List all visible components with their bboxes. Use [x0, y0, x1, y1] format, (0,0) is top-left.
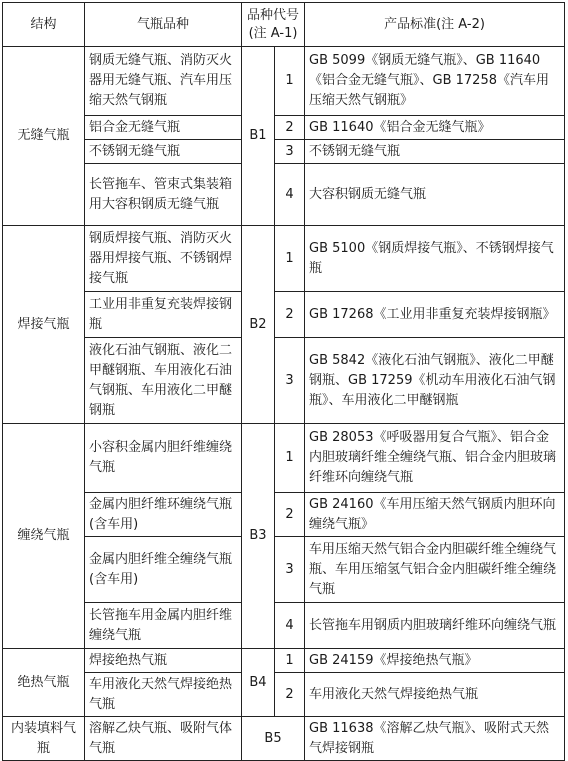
cylinder-type-cell: 不锈钢无缝气瓶	[85, 140, 242, 164]
type-code-cell: B2	[242, 226, 275, 424]
row-index-cell: 1	[275, 649, 305, 673]
row-index-cell: 2	[275, 292, 305, 338]
standard-cell: GB 5842《液化石油气钢瓶》、液化二甲醚钢瓶、GB 17259《机动车用液化石油气钢瓶》、车用液化二甲醚钢瓶	[305, 338, 565, 424]
cylinder-type-cell: 钢质焊接气瓶、消防灭火器用焊接气瓶、不锈钢焊接气瓶	[85, 226, 242, 292]
structure-cell: 绝热气瓶	[3, 649, 85, 717]
table-row	[3, 603, 565, 649]
table-row	[3, 338, 565, 424]
row-index-cell: 4	[275, 603, 305, 649]
standard-cell: 大容积钢质无缝气瓶	[305, 164, 565, 226]
table-row	[3, 226, 565, 292]
cylinder-type-cell: 车用液化天然气焊接绝热气瓶	[85, 673, 242, 717]
row-index-cell: 1	[275, 226, 305, 292]
standard-cell: GB 11640《铝合金无缝气瓶》	[305, 116, 565, 140]
standard-cell: GB 5100《钢质焊接气瓶》、不锈钢焊接气瓶	[305, 226, 565, 292]
standard-cell: 车用压缩天然气铝合金内胆碳纤维全缠绕气瓶、车用压缩氢气铝合金内胆碳纤维全缠绕气瓶	[305, 537, 565, 603]
header-cylinder-type: 气瓶品种	[85, 3, 242, 47]
cylinder-type-cell: 长管拖车、管束式集装箱用大容积钢质无缝气瓶	[85, 164, 242, 226]
cylinder-type-cell: 液化石油气钢瓶、液化二甲醚钢瓶、车用液化石油气钢瓶、车用液化二甲醚钢瓶	[85, 338, 242, 424]
standard-cell: GB 28053《呼吸器用复合气瓶》、铝合金内胆玻璃纤维全缠绕气瓶、铝合金内胆玻璃纤维环向缠绕气瓶	[305, 424, 565, 493]
standard-cell: GB 17268《工业用非重复充装焊接钢瓶》	[305, 292, 565, 338]
structure-cell: 内装填料气瓶	[3, 717, 85, 761]
cylinder-type-cell: 工业用非重复充装焊接钢瓶	[85, 292, 242, 338]
row-index-cell: 4	[275, 164, 305, 226]
table-row	[3, 47, 565, 116]
cylinder-standards-table	[2, 2, 565, 761]
structure-cell: 焊接气瓶	[3, 226, 85, 424]
cylinder-type-cell: 焊接绝热气瓶	[85, 649, 242, 673]
standard-cell: 不锈钢无缝气瓶	[305, 140, 565, 164]
table-row	[3, 673, 565, 717]
standard-cell: GB 5099《钢质无缝气瓶》、GB 11640《铝合金无缝气瓶》、GB 17258《汽车用压缩天然气钢瓶》	[305, 47, 565, 116]
standard-cell: GB 24159《焊接绝热气瓶》	[305, 649, 565, 673]
cylinder-type-cell: 小容积金属内胆纤维缠绕气瓶	[85, 424, 242, 493]
row-index-cell: 1	[275, 47, 305, 116]
table-row	[3, 140, 565, 164]
cylinder-type-cell: 钢质无缝气瓶、消防灭火器用无缝气瓶、汽车用压缩天然气钢瓶	[85, 47, 242, 116]
row-index-cell: 2	[275, 673, 305, 717]
header-product-standard: 产品标准(注 A-2)	[305, 3, 565, 47]
standard-cell: GB 11638《溶解乙炔气瓶》、吸附式天然气焊接钢瓶	[305, 717, 565, 761]
table-row	[3, 537, 565, 603]
structure-cell: 缠绕气瓶	[3, 424, 85, 649]
standard-cell: 长管拖车用钢质内胆玻璃纤维环向缠绕气瓶	[305, 603, 565, 649]
type-code-cell: B5	[242, 717, 305, 761]
cylinder-type-cell: 长管拖车用金属内胆纤维缠绕气瓶	[85, 603, 242, 649]
row-index-cell: 3	[275, 338, 305, 424]
table-row	[3, 649, 565, 673]
row-index-cell: 3	[275, 537, 305, 603]
header-structure: 结构	[3, 3, 85, 47]
row-index-cell: 2	[275, 493, 305, 537]
row-index-cell: 3	[275, 140, 305, 164]
table-row	[3, 424, 565, 493]
header-type-code: 品种代号(注 A-1)	[242, 3, 305, 47]
row-index-cell: 1	[275, 424, 305, 493]
cylinder-type-cell: 铝合金无缝气瓶	[85, 116, 242, 140]
cylinder-type-cell: 金属内胆纤维全缠绕气瓶(含车用)	[85, 537, 242, 603]
row-index-cell: 2	[275, 116, 305, 140]
cylinder-type-cell: 金属内胆纤维环缠绕气瓶(含车用)	[85, 493, 242, 537]
type-code-cell: B1	[242, 47, 275, 226]
structure-cell: 无缝气瓶	[3, 47, 85, 226]
table-row	[3, 717, 565, 761]
table-row	[3, 292, 565, 338]
cylinder-type-cell: 溶解乙炔气瓶、吸附气体气瓶	[85, 717, 242, 761]
type-code-cell: B3	[242, 424, 275, 649]
standard-cell: GB 24160《车用压缩天然气钢质内胆环向缠绕气瓶》	[305, 493, 565, 537]
table-row	[3, 116, 565, 140]
table-row	[3, 493, 565, 537]
type-code-cell: B4	[242, 649, 275, 717]
standard-cell: 车用液化天然气焊接绝热气瓶	[305, 673, 565, 717]
header-row	[3, 3, 565, 47]
table-row	[3, 164, 565, 226]
